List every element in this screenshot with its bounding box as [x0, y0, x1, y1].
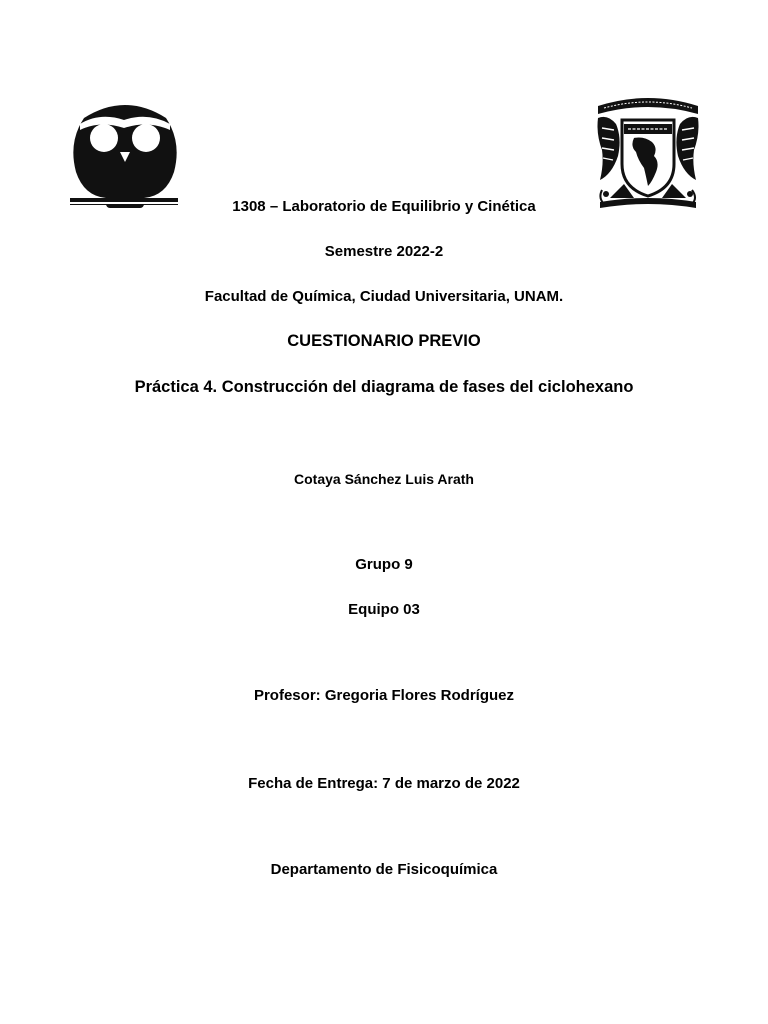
- semester: Semestre 2022-2: [324, 243, 444, 260]
- group: Grupo 9: [355, 556, 413, 573]
- facultad-quimica-owl-logo-icon: [70, 98, 180, 210]
- student-name: Cotaya Sánchez Luis Arath: [294, 471, 474, 487]
- course-title: 1308 – Laboratorio de Equilibrio y Cinética: [232, 198, 536, 215]
- department: Departamento de Fisicoquímica: [270, 861, 498, 878]
- document-type: CUESTIONARIO PREVIO: [287, 332, 481, 350]
- team: Equipo 03: [348, 601, 420, 618]
- due-date: Fecha de Entrega: 7 de marzo de 2022: [248, 775, 520, 792]
- faculty: Facultad de Química, Ciudad Universitaria, UNAM.: [204, 288, 564, 305]
- professor: Profesor: Gregoria Flores Rodríguez: [253, 687, 515, 704]
- practice-title: Práctica 4. Construcción del diagrama de fases del ciclohexano: [134, 378, 634, 396]
- unam-escudo-logo-icon: [594, 94, 702, 214]
